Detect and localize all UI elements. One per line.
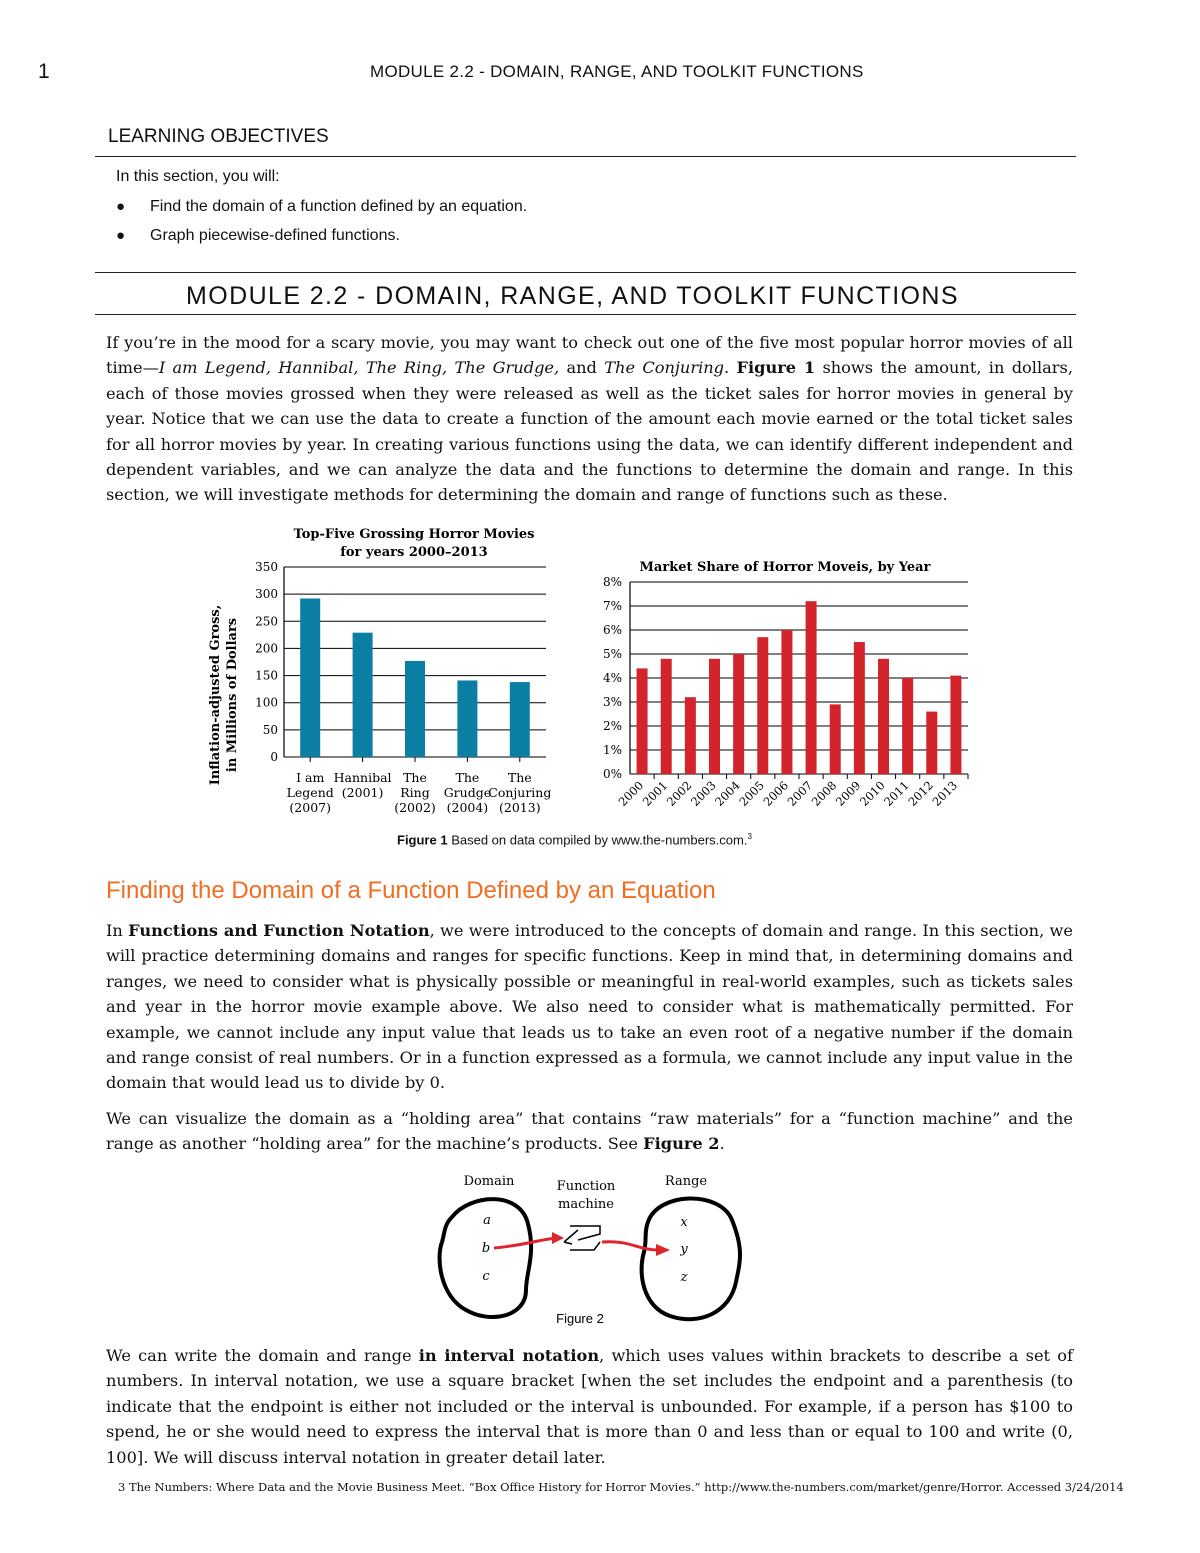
chart-subtitle: for years 2000–2013 — [340, 545, 488, 560]
y-tick-label: 6% — [602, 623, 622, 637]
arrow-head-icon — [656, 1244, 670, 1256]
x-tick-label: 2005 — [736, 778, 767, 809]
bullet-icon: ● — [116, 198, 126, 215]
x-tick-label: (2002) — [394, 800, 436, 815]
x-tick-label: Legend — [286, 785, 334, 800]
section-paragraph: We can visualize the domain as a “holding area” that contains “raw materials” for a “function machine” and the range as another “holding area” for the machine’s products. See Figure 2. — [106, 1109, 1073, 1154]
y-tick-label: 0 — [270, 750, 278, 764]
bar — [878, 659, 889, 774]
input-arrow — [494, 1238, 556, 1248]
x-tick-label: 2011 — [881, 778, 912, 809]
output-arrow — [602, 1242, 658, 1250]
bar — [661, 659, 672, 774]
objectives-list — [116, 195, 527, 253]
machine-body — [564, 1230, 578, 1244]
bar — [781, 630, 792, 774]
market-share-chart — [590, 552, 980, 832]
x-tick-label: 2003 — [688, 778, 719, 809]
divider — [95, 156, 1076, 157]
bar — [806, 601, 817, 774]
y-tick-label: 4% — [602, 671, 622, 685]
x-tick-label: I am — [296, 770, 325, 785]
y-tick-label: 150 — [255, 668, 278, 683]
x-tick-label: 2001 — [639, 778, 671, 809]
objective-text: Find the domain of a function defined by an equation. — [150, 198, 528, 215]
x-tick-label: (2013) — [499, 800, 541, 815]
y-tick-label: 100 — [255, 695, 278, 710]
y-tick-label: 250 — [255, 614, 278, 629]
y-tick-label: 300 — [255, 587, 278, 602]
figure-2-caption: Figure 2 — [556, 1311, 604, 1326]
bar — [510, 682, 530, 757]
bar — [854, 642, 865, 774]
bar — [457, 680, 477, 757]
machine-input-funnel — [570, 1226, 600, 1250]
x-tick-label: Grudge — [443, 785, 492, 800]
x-tick-label: 2002 — [663, 778, 695, 809]
x-tick-label: Hannibal — [333, 770, 392, 785]
range-item: x — [680, 1215, 688, 1230]
machine-label: machine — [558, 1197, 614, 1212]
y-tick-label: 350 — [255, 560, 278, 574]
bar — [405, 661, 425, 757]
domain-item: a — [483, 1213, 491, 1228]
y-axis-label: Inflation-adjusted Gross, — [208, 604, 223, 786]
x-tick-label: 2013 — [929, 778, 961, 809]
x-tick-label: Conjuring — [488, 785, 552, 800]
domain-item: b — [481, 1241, 491, 1256]
x-tick-label: 2008 — [808, 778, 840, 809]
bar — [733, 654, 744, 774]
bar — [709, 659, 720, 774]
range-item: y — [680, 1242, 688, 1257]
bar — [300, 598, 320, 757]
x-tick-label: 2000 — [615, 778, 647, 809]
list-item — [116, 224, 527, 253]
y-tick-label: 8% — [602, 575, 622, 589]
x-tick-label: 2006 — [760, 778, 792, 809]
module-title: MODULE 2.2 - DOMAIN, RANGE, AND TOOLKIT FUNCTIONS — [186, 282, 959, 310]
learning-objectives-heading: LEARNING OBJECTIVES — [108, 126, 329, 147]
y-tick-label: 1% — [602, 743, 622, 757]
x-tick-label: (2001) — [341, 785, 384, 800]
function-machine-diagram — [430, 1162, 760, 1332]
bar — [685, 697, 696, 774]
bar — [353, 633, 373, 757]
intro-paragraph: If you’re in the mood for a scary movie, you may want to check out one of the five most popular horror movies of all time—I am Legend, Hannibal, The Ring, The Grudge, and The Conjuring. Figure 1 shows the amount, in dollars, each of those movies grossed when they were released as well as the ticket sales for horror movies in general by year. Notice that we can use the data to create a function of the amount each movie earned or the total ticket sales for all horror movies by year. In creating various functions using the data, we can identify different independent and dependent variables, and we can analyze the data and the functions to determine the domain and range. In this section, we will investigate methods for determining the domain and range of functions such as these. — [106, 333, 1073, 505]
range-label: Range — [664, 1174, 708, 1189]
page-number: 1 — [38, 60, 50, 83]
y-tick-label: 0% — [602, 767, 622, 781]
y-tick-label: 7% — [602, 599, 622, 613]
objective-text: Graph piecewise-defined functions. — [150, 227, 400, 244]
x-tick-label: 2009 — [832, 778, 864, 809]
y-tick-label: 3% — [602, 695, 622, 709]
section-paragraph: We can write the domain and range in interval notation, which uses values within brackets to describe a set of numbers. In interval notation, we use a square bracket [when the set includes the endpoint and a parenthesis (to indicate that the endpoint is either not included or the interval is unbounded. For example, if a person has $100 to spend, he or she would need to express the interval that is more than 0 and less than or equal to 100 and write (0, 100]. We will discuss interval notation in greater detail later. — [106, 1346, 1073, 1467]
section-paragraph: In Functions and Function Notation, we were introduced to the concepts of domain and range. In this section, we will practice determining domains and ranges for specific functions. Keep in mind that, in determining domains and ranges, we need to consider what is physically possible or meaningful in real-world examples, such as tickets sales and year in the horror movie example above. We also need to consider what is mathematically permitted. For example, we cannot include any input value that leads us to take an even root of a negative number if the domain and range consist of real numbers. Or in a function expressed as a formula, we cannot include any input value in the domain that would lead us to divide by 0. — [106, 921, 1073, 1093]
x-tick-label: The — [455, 770, 480, 785]
x-tick-label: Ring — [400, 785, 430, 800]
objectives-intro: In this section, you will: — [116, 168, 280, 185]
machine-label: Function — [556, 1179, 616, 1194]
figure-reference: Figure 1 — [736, 358, 816, 378]
bar — [830, 704, 841, 774]
divider — [95, 314, 1076, 315]
range-item: z — [680, 1270, 688, 1285]
range-blob — [642, 1198, 740, 1319]
x-tick-label: 2012 — [905, 778, 936, 809]
bar — [902, 678, 913, 774]
bar — [950, 676, 961, 774]
section-heading: Finding the Domain of a Function Defined by an Equation — [106, 877, 716, 904]
chart-title: Top-Five Grossing Horror Movies — [293, 527, 535, 542]
x-tick-label: The — [507, 770, 532, 785]
figure-1-caption: Figure 1 Based on data compiled by www.the-numbers.com.$^3$ — [397, 832, 752, 848]
domain-item: c — [482, 1269, 490, 1284]
x-tick-label: 2010 — [857, 778, 888, 809]
arrow-head-icon — [552, 1232, 564, 1244]
domain-label: Domain — [463, 1174, 515, 1189]
x-tick-label: The — [403, 770, 427, 785]
running-header: MODULE 2.2 - DOMAIN, RANGE, AND TOOLKIT FUNCTIONS — [370, 62, 864, 81]
chart-title: Market Share of Horror Moveis, by Year — [639, 560, 931, 575]
y-tick-label: 2% — [602, 719, 622, 733]
bar — [637, 668, 648, 774]
x-tick-label: (2007) — [289, 800, 331, 815]
x-tick-label: (2004) — [446, 800, 489, 815]
y-tick-label: 50 — [262, 722, 278, 737]
footnote: 3 The Numbers: Where Data and the Movie Business Meet. “Box Office History for Horror Movies.” http://www.the-numbers.com/market/genre/Horror. Accessed 3/24/2014 — [118, 1480, 1124, 1494]
bar — [926, 712, 937, 774]
divider — [95, 272, 1076, 273]
y-tick-label: 200 — [255, 641, 278, 656]
x-tick-label: 2004 — [712, 778, 743, 809]
top-grossing-movies-chart — [196, 520, 586, 825]
bar — [757, 637, 768, 774]
list-item — [116, 195, 527, 224]
x-tick-label: 2007 — [784, 778, 816, 809]
y-tick-label: 5% — [602, 647, 622, 661]
y-axis-label: in Millions of Dollars — [225, 617, 240, 773]
bullet-icon: ● — [116, 227, 126, 244]
